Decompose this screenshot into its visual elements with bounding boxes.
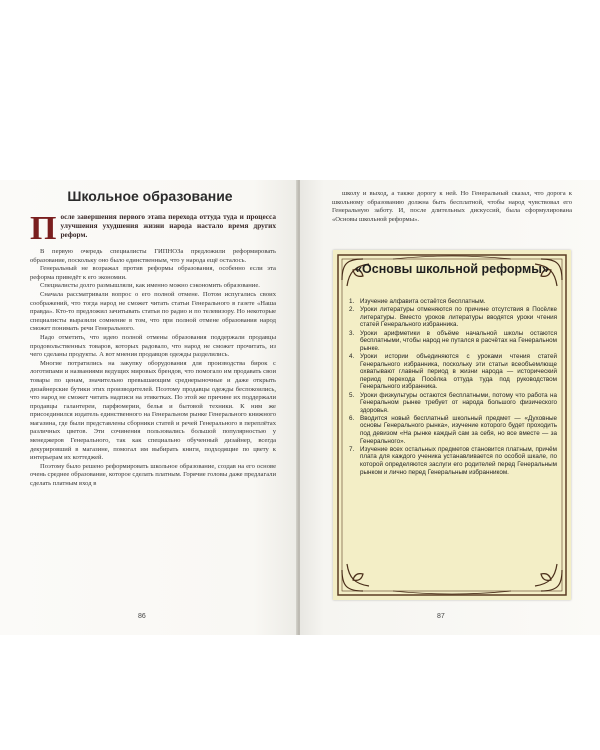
list-item-number: 1. [349, 298, 355, 305]
body-paragraph: В первую очередь специалисты ГИПНОЗа предложили реформировать образование, поскольку оно было единственным, что у народа ещё осталось. [30, 248, 276, 264]
list-item-text: Уроки арифметики в объёме начальной школы остаются бесплатными, чтобы народ не путался в расчётах на Генеральном рынке. [360, 329, 557, 352]
list-item [347, 306, 557, 329]
list-item [347, 298, 557, 306]
list-item-text: Уроки истории объединяются с уроками чтения статей Генерального избранника, поскольку эти статьи всеобъемлюще охватывают главный период в жизни народа — исторический период перехода Посёлка оттуда туда под руководством Генерального избранника. [360, 352, 557, 391]
page-number-left: 86 [138, 613, 146, 620]
page-number-right: 87 [437, 613, 445, 620]
body-paragraph: Генеральный не возражал против реформы образования, особенно если эта реформа приведёт к его экономии. [30, 265, 276, 281]
body-paragraph: Многие потратились на закупку оборудования для производства бирок с логотипами и названиями ведущих мировых брендов, что помогало им продавать свои товары по ценам, значительно превышающим среднерыночные и даже открыть дизайнерские бутики этих производителей. Поэтому продавцы одежды беспокоились, что народ не сможет читать надписи на этикетках. По этой же причине их поддержали продавцы галантереи, парфюмерии, белья и бытовой техники. К ним же присоединился издатель единственного на Генеральном рынке Генерального книжного магазина, где были представлены сборники статей и речей Генерального в переплётах различных цветов. Эти сочинения пользовались большой популярностью у менеджеров Генерального, так как специально обученный дизайнер, всегда декурировший в магазине, помогал им выбирать книги, подходящие по цвету к интерьерам их коттеджей. [30, 359, 276, 462]
right-intro-text [332, 190, 572, 224]
list-item-number: 6. [349, 414, 355, 422]
body-paragraph: Надо отметить, что идею полной отмены образования поддержали продавцы продовольственных товаров, которых радовало, что народ не сможет прочитать, из чего сделаны продукты. А вот мнения продавцов одежды разделились. [30, 333, 276, 359]
list-item [347, 353, 557, 391]
list-item-number: 4. [349, 352, 355, 360]
list-item-text: Уроки физкультуры остаются бесплатными, потому что работа на Генеральном рынке требует от народа большого физического здоровья. [360, 391, 557, 414]
list-item [347, 446, 557, 476]
list-item-text: Изучение алфавита остаётся бесплатным. [360, 298, 486, 305]
list-item [347, 392, 557, 415]
list-item [347, 415, 557, 445]
list-item-number: 5. [349, 391, 355, 399]
body-paragraph: Сначала рассматривали вопрос о его полной отмене. Потом испугались своих соображений, что тогда народ не сможет читать статьи Генерального в газете «Наша правда». Кто-то предложил зачитывать статьи по радио и по телевизору. Но некоторые специалисты выразили сомнение в том, что при полной отмене образования народ сможет понимать речи Генерального. [30, 290, 276, 333]
chapter-title: Школьное образование [67, 188, 233, 204]
list-item-number: 2. [349, 306, 355, 314]
body-paragraph: школу и выход, а также дорогу к ней. Но Генеральный сказал, что дорога к школьному образованию должна быть бесплатной, чтобы народ чувствовал его Генеральную заботу. И, после длительных дискуссий, была сформулирована «Основы школьной реформы». [332, 190, 572, 223]
list-item-text: Вводится новый бесплатный школьный предмет — «Духовные основы Генерального рынка», изучение которого будет проходить под девизом «На рынке каждый сам за себя, но все вместе — за Генерального». [360, 414, 557, 445]
left-body-text [30, 248, 276, 489]
list-item-number: 3. [349, 329, 355, 337]
list-item-number: 7. [349, 445, 355, 453]
left-page [0, 180, 298, 635]
drop-cap: П [30, 210, 57, 247]
book-spread [0, 180, 600, 635]
body-paragraph: Поэтому было решено реформировать школьное образование, создав на его основе очень среднее образование, которое сделать платным. Горячие головы даже предлагали сделать платным вход в [30, 462, 276, 488]
right-page [300, 180, 600, 635]
body-paragraph: Специалисты долго размышляли, как именно можно сэкономить образование. [40, 282, 260, 290]
box-title: «Основы школьной реформы» [355, 262, 549, 276]
reform-box [333, 250, 571, 600]
lead-paragraph: осле завершения первого этапа перехода оттуда туда и процесса улучшения ухудшения жизни народа настало время других реформ. [60, 212, 276, 239]
list-item [347, 330, 557, 353]
reform-list [347, 298, 557, 477]
chapter-intro [30, 210, 276, 247]
list-item-text: Изучение всех остальных предметов становится платным, причём плата для каждого ученика устанавливается по особой шкале, по которой определяются заслуги его родителей перед Генеральным рынком и лично перед Генеральным избранником. [360, 445, 557, 476]
list-item-text: Уроки литературы отменяются по причине отсутствия в Посёлке литературы. Вместо уроков литературы вводятся уроки чтения статей Генерального избранника. [360, 306, 557, 329]
